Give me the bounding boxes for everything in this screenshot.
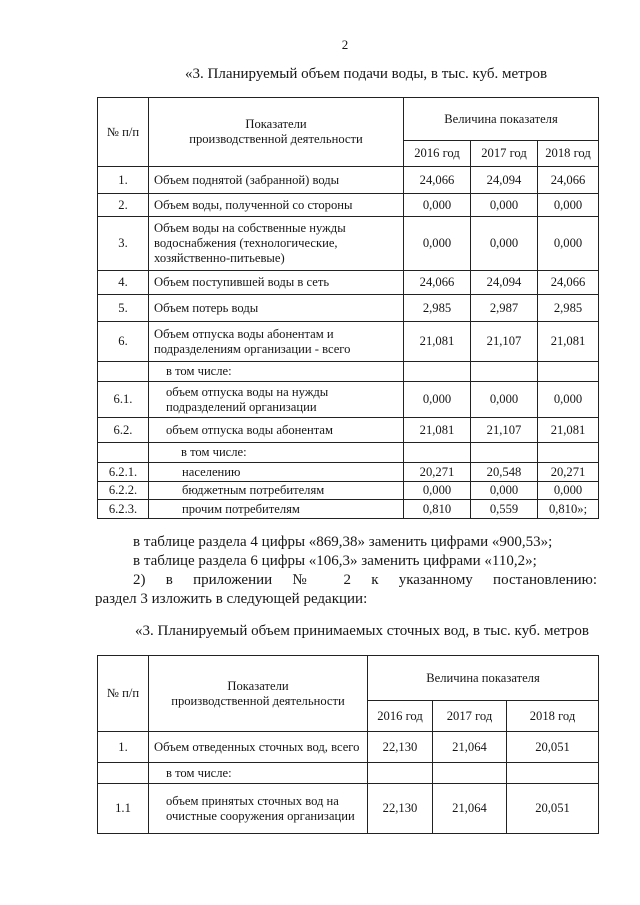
row-value-cell: 20,051 — [507, 784, 599, 834]
table-subheading-row — [98, 763, 599, 784]
row-label-cell — [149, 463, 404, 482]
header-value-group-cell: Величина показателя — [368, 656, 599, 701]
row-value-cell — [471, 362, 538, 382]
row-value-cell: 0,810»; — [538, 500, 599, 519]
row-number-cell: 6. — [98, 322, 149, 362]
section-title: «3. Планируемый объем принимаемых сточных вод, в тыс. куб. метров — [135, 623, 589, 639]
header-year-cell: 2018 год — [538, 141, 599, 167]
row-label-line: Объем поднятой (забранной) воды — [154, 172, 340, 187]
row-value-cell: 0,000 — [404, 194, 471, 217]
header-indicator-cell — [149, 98, 404, 167]
row-value-cell: 2,987 — [471, 295, 538, 322]
row-value-cell — [538, 443, 599, 463]
row-label-cell — [149, 418, 404, 443]
table-row — [98, 382, 599, 418]
row-label-line: Объем воды на собственные нужды — [154, 221, 346, 235]
row-value-cell: 20,548 — [471, 463, 538, 482]
row-value-cell: 0,000 — [471, 194, 538, 217]
row-value-cell: 21,064 — [433, 732, 507, 763]
table-header-row — [98, 656, 599, 701]
row-value-cell: 0,000 — [404, 382, 471, 418]
table-row — [98, 784, 599, 834]
row-value-cell: 0,810 — [404, 500, 471, 519]
row-label-cell — [149, 732, 368, 763]
row-label-line: в том числе: — [166, 364, 232, 378]
row-value-cell: 24,066 — [538, 271, 599, 295]
row-label-cell — [149, 322, 404, 362]
row-value-cell: 24,094 — [471, 271, 538, 295]
row-value-cell: 21,107 — [471, 418, 538, 443]
row-value-cell — [368, 763, 433, 784]
row-number-cell — [98, 763, 149, 784]
table-header-row — [98, 98, 599, 141]
row-value-cell: 24,094 — [471, 167, 538, 194]
wastewater-table — [97, 655, 599, 834]
row-label-line: Объем воды, полученной со стороны — [154, 197, 353, 212]
table-body — [98, 732, 599, 834]
row-value-cell: 0,000 — [404, 217, 471, 271]
row-label-line: Объем отпуска воды абонентам и — [154, 326, 334, 341]
row-label-line: в том числе: — [166, 765, 232, 780]
row-label-line: хозяйственно-питьевые) — [154, 251, 285, 265]
row-label-cell — [149, 362, 404, 382]
row-value-cell: 22,130 — [368, 732, 433, 763]
row-value-cell: 0,000 — [538, 382, 599, 418]
header-number-cell: № п/п — [98, 98, 149, 167]
row-label-line: объем отпуска воды на нужды — [166, 384, 329, 399]
row-label-line: подразделений организации — [166, 399, 317, 414]
header-year-cell: 2016 год — [368, 701, 433, 732]
row-number-cell: 1. — [98, 732, 149, 763]
row-value-cell — [507, 763, 599, 784]
row-value-cell: 20,271 — [538, 463, 599, 482]
water-supply-table — [97, 97, 599, 519]
row-number-cell — [98, 362, 149, 382]
table-row — [98, 418, 599, 443]
row-value-cell: 21,081 — [404, 322, 471, 362]
row-value-cell: 2,985 — [404, 295, 471, 322]
row-number-cell: 1.1 — [98, 784, 149, 834]
row-label-cell — [149, 763, 368, 784]
header-year-cell: 2017 год — [471, 141, 538, 167]
table-row — [98, 463, 599, 482]
row-label-cell — [149, 443, 404, 463]
row-number-cell: 6.2.3. — [98, 500, 149, 519]
row-label-cell — [149, 167, 404, 194]
row-value-cell: 20,271 — [404, 463, 471, 482]
row-label-line: водоснабжения (технологические, — [154, 236, 338, 250]
header-indicator-line: Показатели — [245, 117, 307, 131]
row-value-cell: 0,000 — [538, 482, 599, 500]
row-label-line: подразделениям организации - всего — [154, 341, 351, 356]
row-value-cell: 22,130 — [368, 784, 433, 834]
header-year-cell: 2017 год — [433, 701, 507, 732]
row-value-cell: 20,051 — [507, 732, 599, 763]
row-value-cell: 21,081 — [538, 322, 599, 362]
section-title: «3. Планируемый объем подачи воды, в тыс. куб. метров — [185, 66, 548, 82]
table-row — [98, 322, 599, 362]
amendment-line: 2) в приложении № 2 к указанному постановлению: — [133, 572, 597, 588]
header-indicator-line: производственной деятельности — [171, 693, 345, 708]
row-value-cell — [471, 443, 538, 463]
row-value-cell: 0,000 — [538, 217, 599, 271]
row-value-cell: 24,066 — [404, 271, 471, 295]
row-label-line: прочим потребителям — [182, 501, 300, 516]
row-value-cell: 0,000 — [471, 482, 538, 500]
row-number-cell: 6.1. — [98, 382, 149, 418]
table-row — [98, 500, 599, 519]
table-row — [98, 295, 599, 322]
row-label-line: бюджетным потребителям — [182, 483, 325, 497]
table-subheading-row — [98, 362, 599, 382]
row-value-cell: 0,559 — [471, 500, 538, 519]
row-value-cell: 0,000 — [471, 382, 538, 418]
row-value-cell: 24,066 — [404, 167, 471, 194]
row-value-cell — [538, 362, 599, 382]
header-indicator-cell — [149, 656, 368, 732]
header-year-cell: 2016 год — [404, 141, 471, 167]
table-row — [98, 271, 599, 295]
row-value-cell: 0,000 — [538, 194, 599, 217]
row-label-line: населению — [182, 464, 241, 479]
header-indicator-line: Показатели — [227, 678, 289, 693]
row-label-line: Объем отведенных сточных вод, всего — [154, 739, 360, 754]
row-number-cell: 3. — [98, 217, 149, 271]
row-value-cell: 21,107 — [471, 322, 538, 362]
row-number-cell: 5. — [98, 295, 149, 322]
table-subheading-row — [98, 443, 599, 463]
row-number-cell: 6.2. — [98, 418, 149, 443]
row-label-line: объем принятых сточных вод на — [166, 793, 339, 808]
row-value-cell: 0,000 — [404, 482, 471, 500]
row-label-line: объем отпуска воды абонентам — [166, 422, 333, 437]
row-label-cell — [149, 271, 404, 295]
row-label-line: Объем поступившей воды в сеть — [154, 275, 330, 289]
row-label-cell — [149, 217, 404, 271]
row-value-cell: 2,985 — [538, 295, 599, 322]
table-row — [98, 194, 599, 217]
row-value-cell: 21,064 — [433, 784, 507, 834]
row-value-cell — [404, 443, 471, 463]
row-label-cell — [149, 194, 404, 217]
row-label-cell — [149, 784, 368, 834]
row-value-cell: 21,081 — [538, 418, 599, 443]
header-year-cell: 2018 год — [507, 701, 599, 732]
row-value-cell: 21,081 — [404, 418, 471, 443]
row-value-cell: 0,000 — [471, 217, 538, 271]
amendment-line: в таблице раздела 4 цифры «869,38» заменить цифрами «900,53»; — [133, 534, 553, 550]
amendment-line: раздел 3 изложить в следующей редакции: — [95, 591, 368, 607]
row-label-cell — [149, 295, 404, 322]
row-label-line: очистные сооружения организации — [166, 808, 355, 823]
row-number-cell: 2. — [98, 194, 149, 217]
table-row — [98, 167, 599, 194]
header-number-cell: № п/п — [98, 656, 149, 732]
row-value-cell — [433, 763, 507, 784]
row-label-cell — [149, 482, 404, 500]
table-row — [98, 732, 599, 763]
table-row — [98, 482, 599, 500]
row-number-cell: 1. — [98, 167, 149, 194]
amendment-line: в таблице раздела 6 цифры «106,3» заменить цифрами «110,2»; — [133, 553, 537, 569]
row-label-line: в том числе: — [181, 445, 247, 459]
row-label-cell — [149, 382, 404, 418]
table-row — [98, 217, 599, 271]
row-label-line: Объем потерь воды — [154, 300, 259, 315]
row-number-cell: 6.2.2. — [98, 482, 149, 500]
header-value-group-cell: Величина показателя — [404, 98, 599, 141]
table-body — [98, 167, 599, 519]
page-number: 2 — [341, 37, 349, 52]
row-label-cell — [149, 500, 404, 519]
row-number-cell: 4. — [98, 271, 149, 295]
row-value-cell — [404, 362, 471, 382]
header-indicator-line: производственной деятельности — [189, 132, 363, 146]
row-number-cell — [98, 443, 149, 463]
row-number-cell: 6.2.1. — [98, 463, 149, 482]
row-value-cell: 24,066 — [538, 167, 599, 194]
